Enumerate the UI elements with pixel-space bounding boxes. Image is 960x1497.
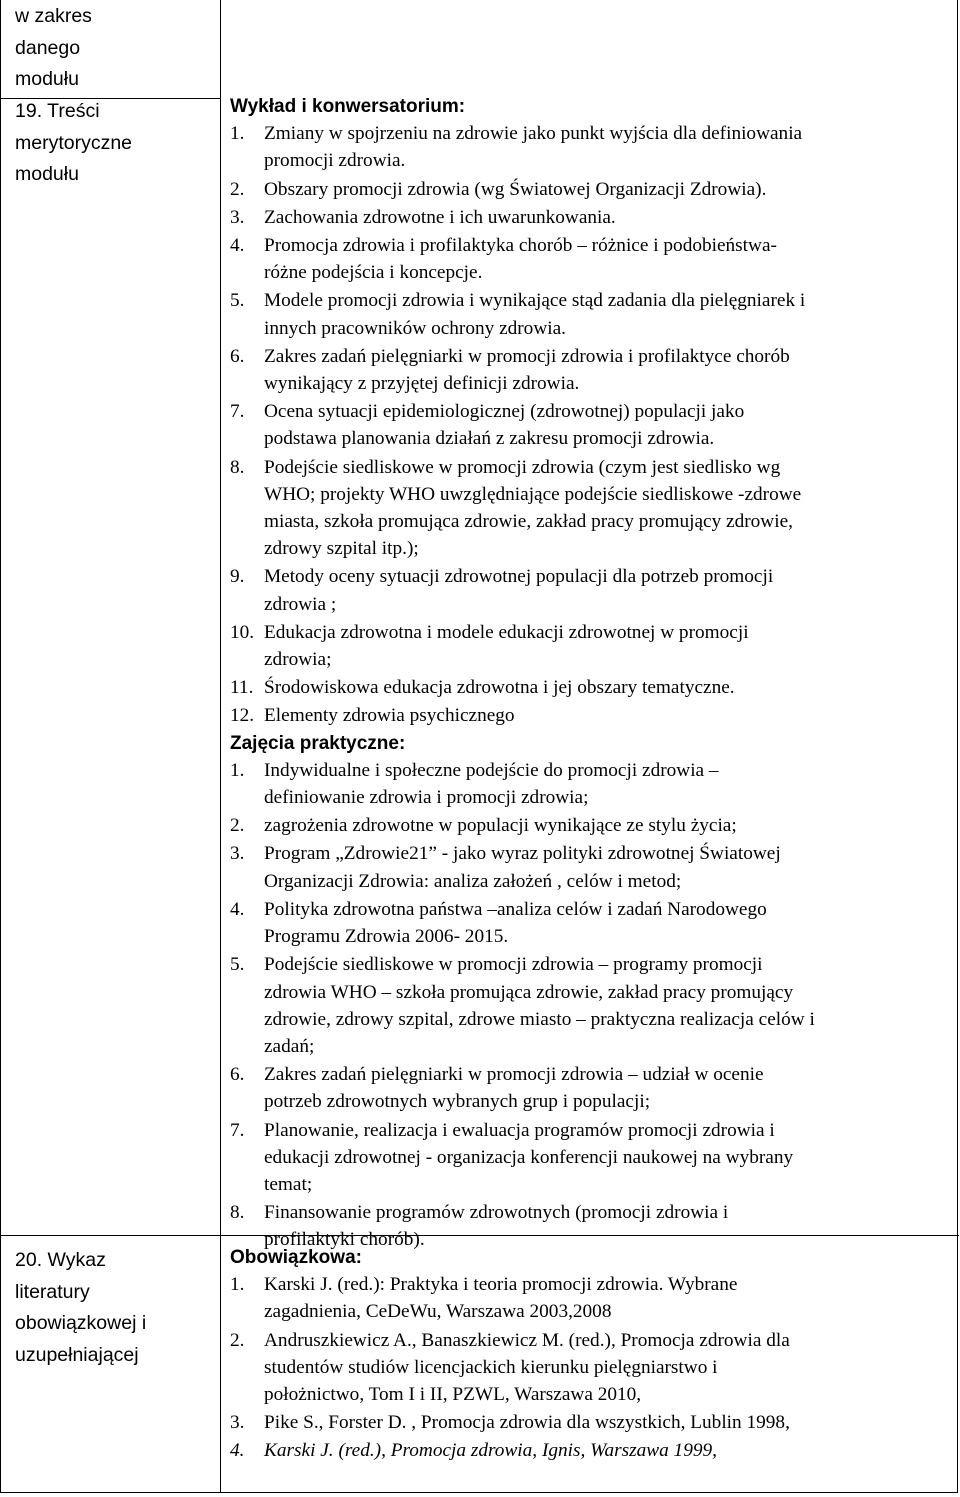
item-text-line: zdrowia WHO – szkoła promująca zdrowie, zakład pracy promujący xyxy=(264,981,794,1003)
section-title: Wykład i konwersatorium: xyxy=(230,96,466,117)
item-text-line: zagadnienia, CeDeWu, Warszawa 2003,2008 xyxy=(264,1301,612,1323)
item-text-line: Elementy zdrowia psychicznego xyxy=(264,705,515,727)
item-text-line: temat; xyxy=(264,1173,313,1195)
list-item xyxy=(230,287,950,341)
item-number: 2. xyxy=(230,1329,245,1351)
item-number: 5. xyxy=(230,290,245,312)
item-number: 4. xyxy=(230,1440,245,1462)
item-text-line: zdrowy szpital itp.); xyxy=(264,538,419,560)
item-text-line: potrzeb zdrowotnych wybranych grup i populacji; xyxy=(264,1091,651,1113)
item-text-line: Programu Zdrowia 2006- 2015. xyxy=(264,926,509,948)
item-text-line: zdrowia; xyxy=(264,649,332,671)
row-label-literature xyxy=(15,1245,215,1371)
label-line: obowiązkowej i xyxy=(15,1312,147,1334)
list-item xyxy=(230,563,950,617)
item-number: 8. xyxy=(230,1202,245,1224)
list-item xyxy=(230,840,950,894)
item-text-line: profilaktyki chorób). xyxy=(264,1229,425,1251)
list-item xyxy=(230,619,950,673)
list-item xyxy=(230,757,950,811)
item-number: 7. xyxy=(230,401,245,423)
label-line: danego xyxy=(15,36,81,59)
item-number: 11. xyxy=(230,677,254,699)
item-text-line: podstawa planowania działań z zakresu promocji zdrowia. xyxy=(264,428,715,450)
list-item xyxy=(230,398,950,452)
item-text-line: Indywidualne i społeczne podejście do promocji zdrowia – xyxy=(264,759,719,781)
list-item xyxy=(230,951,950,1060)
item-text-line: Ocena sytuacji epidemiologicznej (zdrowotnej) populacji jako xyxy=(264,401,745,423)
list-item xyxy=(230,343,950,397)
list-item xyxy=(230,120,950,174)
list-item xyxy=(230,176,950,203)
item-number: 1. xyxy=(230,123,245,145)
list-item xyxy=(230,204,950,231)
numbered-list xyxy=(230,120,950,729)
item-text-line: wynikający z przyjętej definicji zdrowia. xyxy=(264,373,580,395)
item-text-line: zdrowia ; xyxy=(264,593,337,615)
list-item xyxy=(230,454,950,563)
list-item xyxy=(230,1437,950,1464)
item-text-line: WHO; projekty WHO uwzględniające podejście siedliskowe -zdrowe xyxy=(264,483,802,505)
row-label-scope xyxy=(15,1,215,96)
item-text-line: zadań; xyxy=(264,1035,315,1057)
item-text-line: Zmiany w spojrzeniu na zdrowie jako punkt wyjścia dla definiowania xyxy=(264,123,803,145)
item-text-line: Andruszkiewicz A., Banaszkiewicz M. (red.), Promocja zdrowia dla xyxy=(264,1329,790,1351)
item-text-line: zagrożenia zdrowotne w populacji wynikające ze stylu życia; xyxy=(264,815,737,837)
item-text-line: Karski J. (red.): Praktyka i teoria promocji zdrowia. Wybrane xyxy=(264,1274,738,1296)
item-text-line: Edukacja zdrowotna i modele edukacji zdrowotnej w promocji xyxy=(264,621,749,643)
item-text-line: Środowiskowa edukacja zdrowotna i jej obszary tematyczne. xyxy=(264,677,735,699)
item-number: 1. xyxy=(230,759,245,781)
label-line: merytoryczne xyxy=(15,131,133,154)
item-number: 5. xyxy=(230,954,245,976)
item-number: 2. xyxy=(230,178,245,200)
literature-cell xyxy=(230,1244,950,1465)
item-number: 12. xyxy=(230,705,255,727)
section-title: Zajęcia praktyczne: xyxy=(230,732,406,754)
item-text-line: Program „Zdrowie21” - jako wyraz polityki zdrowotnej Światowej xyxy=(264,843,781,865)
item-text-line: Podejście siedliskowe w promocji zdrowia – programy promocji xyxy=(264,954,763,976)
section-title: Obowiązkowa: xyxy=(230,1247,362,1268)
list-item xyxy=(230,702,950,729)
item-number: 7. xyxy=(230,1119,245,1141)
item-text-line: Modele promocji zdrowia i wynikające stąd zadania dla pielęgniarek i xyxy=(264,290,806,312)
list-item xyxy=(230,1061,950,1115)
item-number: 3. xyxy=(230,843,245,865)
item-number: 9. xyxy=(230,566,245,588)
item-text-line: Zakres zadań pielęgniarki w promocji zdrowia – udział w ocenie xyxy=(264,1064,764,1086)
label-line: modułu xyxy=(15,68,79,90)
list-item xyxy=(230,1117,950,1199)
item-number: 4. xyxy=(230,898,245,920)
item-number: 10. xyxy=(230,621,255,643)
list-item xyxy=(230,1327,950,1409)
item-number: 3. xyxy=(230,1412,245,1434)
item-text-line: Polityka zdrowotna państwa –analiza celów i zadań Narodowego xyxy=(264,898,767,920)
course-content-cell xyxy=(230,93,950,1254)
item-text-line: Zachowania zdrowotne i ich uwarunkowania. xyxy=(264,206,616,228)
list-item xyxy=(230,232,950,286)
item-text-line: promocji zdrowia. xyxy=(264,150,406,172)
item-text-line: zdrowie, zdrowy szpital, zdrowe miasto – praktyczna realizacja celów i xyxy=(264,1008,815,1030)
item-text-line: edukacji zdrowotnej - organizacja konferencji naukowej na wybrany xyxy=(264,1146,794,1168)
item-number: 2. xyxy=(230,815,245,837)
row-label-content xyxy=(15,96,215,191)
item-text-line: Pike S., Forster D. , Promocja zdrowia dla wszystkich, Lublin 1998, xyxy=(264,1412,790,1434)
item-text-line: Karski J. (red.), Promocja zdrowia, Ignis, Warszawa 1999, xyxy=(264,1440,717,1462)
item-text-line: definiowanie zdrowia i promocji zdrowia; xyxy=(264,787,589,809)
item-text-line: Podejście siedliskowe w promocji zdrowia (czym jest siedlisko wg xyxy=(264,456,781,478)
item-text-line: Organizacji Zdrowia: analiza założeń , celów i metod; xyxy=(264,870,682,892)
label-line: modułu xyxy=(15,163,79,185)
item-number: 3. xyxy=(230,206,245,228)
label-line: uzupełniającej xyxy=(15,1343,139,1366)
item-text-line: studentów studiów licencjackich kierunku pielęgniarstwo i xyxy=(264,1356,718,1378)
numbered-list xyxy=(230,757,950,1254)
item-number: 8. xyxy=(230,456,245,478)
list-item xyxy=(230,674,950,701)
item-text-line: Finansowanie programów zdrowotnych (promocji zdrowia i xyxy=(264,1202,729,1224)
list-item xyxy=(230,896,950,950)
item-text-line: Obszary promocji zdrowia (wg Światowej Organizacji Zdrowia). xyxy=(264,178,767,200)
item-text-line: położnictwo, Tom I i II, PZWL, Warszawa 2010, xyxy=(264,1384,642,1406)
list-item xyxy=(230,1409,950,1436)
item-text-line: innych pracowników ochrony zdrowia. xyxy=(264,317,566,339)
item-number: 4. xyxy=(230,235,245,257)
item-text-line: Promocja zdrowia i profilaktyka chorób – różnice i podobieństwa- xyxy=(264,235,777,257)
item-text-line: różne podejścia i koncepcje. xyxy=(264,262,483,284)
item-text-line: miasta, szkoła promująca zdrowie, zakład pracy promujący zdrowie, xyxy=(264,511,793,533)
list-item xyxy=(230,812,950,839)
item-number: 6. xyxy=(230,345,245,367)
list-item xyxy=(230,1271,950,1325)
item-text-line: Planowanie, realizacja i ewaluacja programów promocji zdrowia i xyxy=(264,1119,775,1141)
item-number: 6. xyxy=(230,1064,245,1086)
item-text-line: Zakres zadań pielęgniarki w promocji zdrowia i profilaktyce chorób xyxy=(264,345,790,367)
item-number: 1. xyxy=(230,1274,245,1296)
label-line: 19. Treści xyxy=(15,100,100,122)
column-divider xyxy=(220,0,221,1493)
label-line: literatury xyxy=(15,1280,90,1303)
item-text-line: Metody oceny sytuacji zdrowotnej populacji dla potrzeb promocji xyxy=(264,566,774,588)
numbered-list xyxy=(230,1271,950,1464)
label-line: 20. Wykaz xyxy=(15,1249,106,1271)
label-line: w zakres xyxy=(15,5,92,27)
